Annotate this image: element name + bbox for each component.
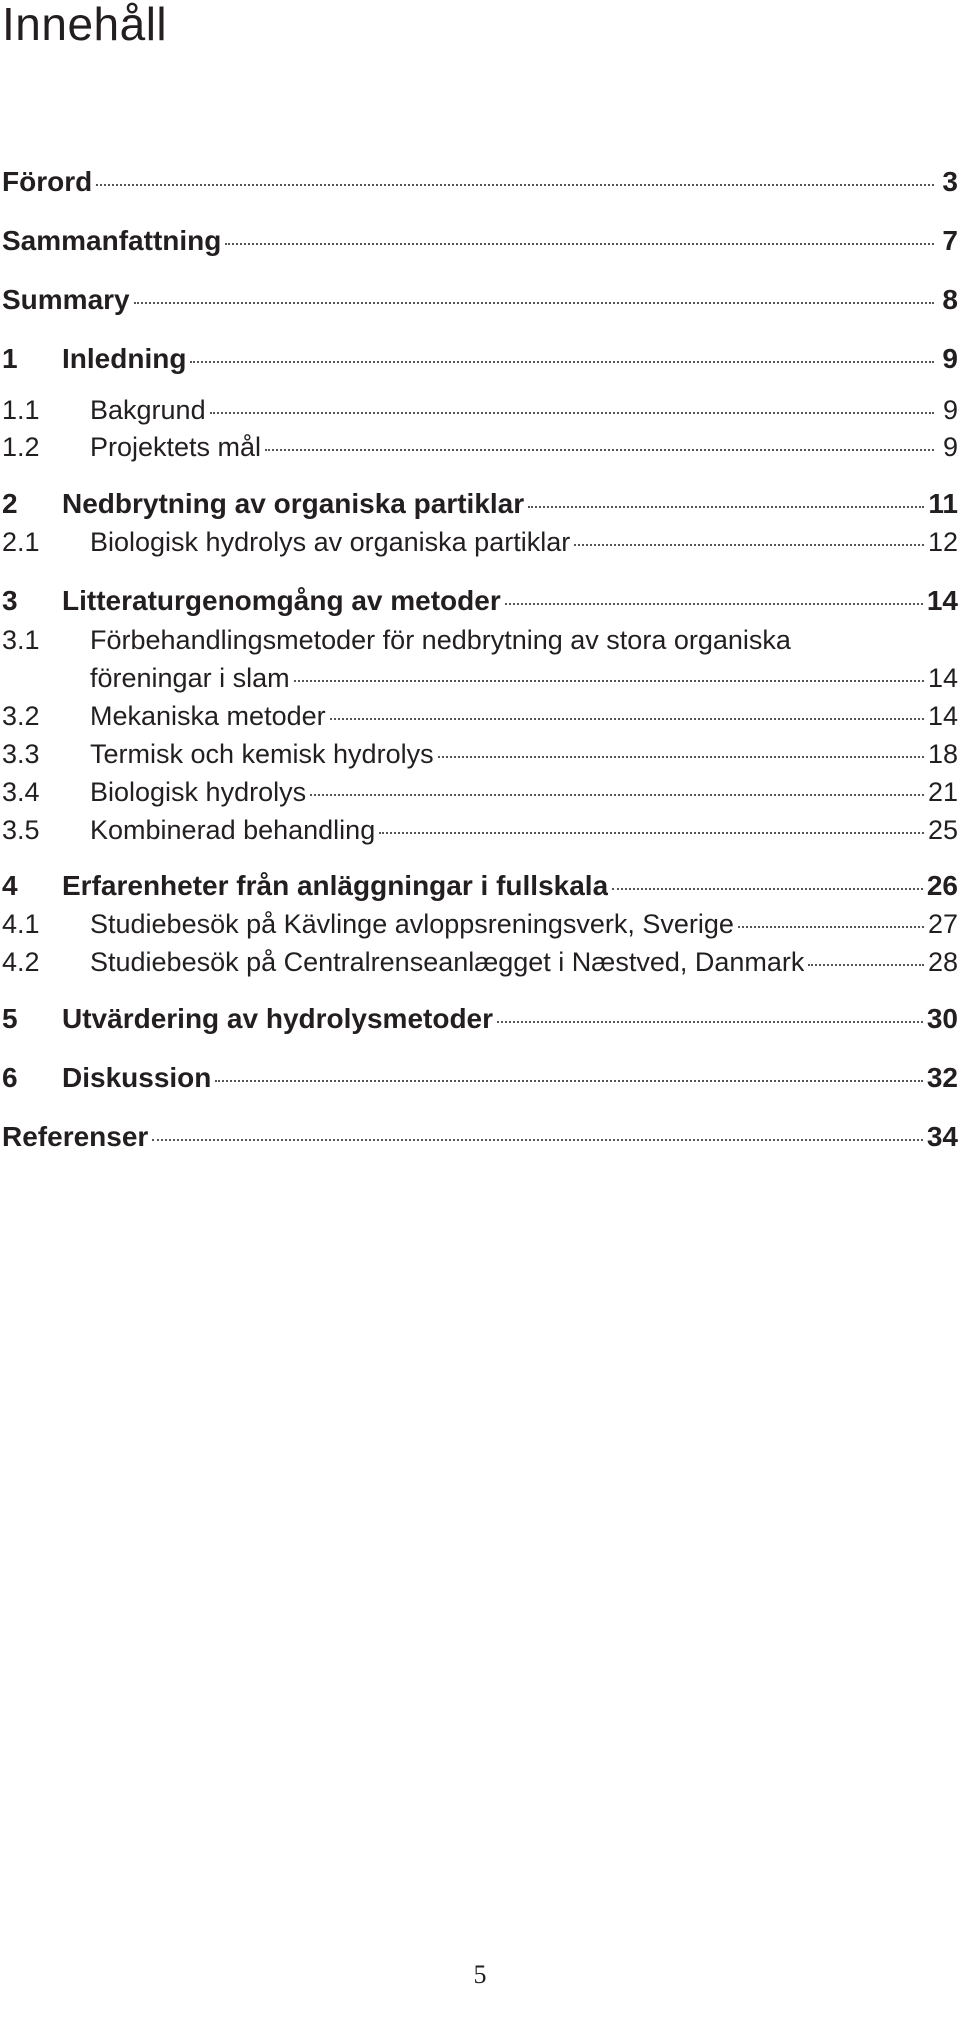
toc-entry-label: Förord	[2, 166, 93, 197]
toc-entry-label: Summary	[2, 284, 130, 315]
toc-entry-label: Biologisk hydrolys	[90, 777, 307, 807]
toc-entry-page: 9	[942, 395, 958, 425]
dot-leader	[310, 793, 924, 796]
toc-entry-3-1-continued[interactable]	[2, 658, 958, 698]
toc-entry-number: 2	[2, 488, 18, 519]
toc-entry-page: 3	[942, 166, 958, 197]
toc-entry-forord[interactable]	[2, 162, 958, 202]
toc-entry-number: 6	[2, 1062, 18, 1093]
toc-entry-page: 18	[927, 739, 958, 769]
toc-entry-label: Litteraturgenomgång av metoder	[62, 585, 501, 616]
toc-entry-5[interactable]	[2, 999, 958, 1039]
toc-entry-page: 27	[927, 909, 958, 939]
toc-entry-label: Studiebesök på Kävlinge avloppsreningsverk, Sverige	[90, 909, 734, 939]
dot-leader	[210, 411, 934, 414]
dot-leader	[134, 301, 934, 304]
dot-leader	[190, 360, 934, 363]
toc-entry-sammanfattning[interactable]	[2, 221, 958, 261]
toc-entry-page: 9	[942, 432, 958, 462]
toc-entry-number: 3	[2, 585, 18, 616]
toc-entry-number: 3.4	[2, 777, 40, 807]
toc-entry-number: 3.2	[2, 701, 40, 731]
dot-leader	[379, 831, 924, 834]
toc-entry-number: 2.1	[2, 527, 40, 557]
toc-entry-1-1[interactable]	[2, 390, 958, 430]
toc-entry-label: Referenser	[2, 1121, 149, 1152]
dot-leader	[528, 505, 924, 508]
dot-leader	[265, 448, 934, 451]
toc-entry-summary[interactable]	[2, 280, 958, 320]
toc-entry-page: 9	[942, 343, 958, 374]
toc-entry-page: 28	[927, 947, 958, 977]
toc-entry-label: Diskussion	[62, 1062, 212, 1093]
dot-leader	[497, 1020, 923, 1023]
toc-entry-number: 1.1	[2, 395, 40, 425]
toc-entry-label: Förbehandlingsmetoder för nedbrytning av stora organiska	[90, 625, 791, 655]
toc-entry-label: Inledning	[62, 343, 187, 374]
toc-entry-label: Nedbrytning av organiska partiklar	[62, 488, 525, 519]
toc-entry-label: Studiebesök på Centralrenseanlægget i Næstved, Danmark	[90, 947, 805, 977]
toc-entry-number: 3.3	[2, 739, 40, 769]
dot-leader	[225, 242, 934, 245]
toc-entry-page: 8	[942, 284, 958, 315]
toc-entry-label: Bakgrund	[90, 395, 206, 425]
toc-entry-label: föreningar i slam	[90, 663, 290, 693]
toc-entry-2[interactable]	[2, 484, 958, 524]
toc-entry-number: 4	[2, 870, 18, 901]
toc-entry-label: Projektets mål	[90, 432, 262, 462]
page-number: 5	[473, 1960, 487, 1989]
toc-entry-3-4[interactable]	[2, 772, 958, 812]
toc-entry-page: 34	[926, 1121, 958, 1152]
toc-entry-label: Mekaniska metoder	[90, 701, 326, 731]
toc-entry-page: 14	[926, 585, 958, 616]
toc-entry-label: Biologisk hydrolys av organiska partiklar	[90, 527, 571, 557]
dot-leader	[505, 602, 923, 605]
dot-leader	[438, 755, 924, 758]
toc-entry-label: Sammanfattning	[2, 225, 222, 256]
toc-entry-number: 3.1	[2, 625, 40, 655]
toc-entry-4-1[interactable]	[2, 904, 958, 944]
dot-leader	[96, 183, 934, 186]
toc-entry-page: 25	[927, 815, 958, 845]
dot-leader	[738, 925, 924, 928]
toc-entry-page: 14	[927, 701, 958, 731]
dot-leader	[294, 679, 924, 682]
toc-entry-3-5[interactable]	[2, 810, 958, 850]
dot-leader	[808, 963, 924, 966]
toc-entry-3-3[interactable]	[2, 734, 958, 774]
dot-leader	[152, 1138, 923, 1141]
toc-entry-page: 11	[928, 488, 958, 519]
toc-entry-3[interactable]	[2, 581, 958, 621]
toc-entry-page: 14	[927, 663, 958, 693]
toc-entry-3-1[interactable]	[2, 620, 958, 660]
toc-entry-page: 26	[926, 870, 958, 901]
toc-entry-number: 4.2	[2, 947, 40, 977]
toc-entry-4-2[interactable]	[2, 942, 958, 982]
dot-leader	[612, 887, 923, 890]
toc-entry-page: 32	[926, 1062, 958, 1093]
toc-entry-page: 21	[927, 777, 958, 807]
toc-entry-1[interactable]	[2, 339, 958, 379]
toc-entry-number: 1	[2, 343, 18, 374]
toc-entry-label: Kombinerad behandling	[90, 815, 376, 845]
toc-entry-label: Termisk och kemisk hydrolys	[90, 739, 434, 769]
toc-entry-4[interactable]	[2, 866, 958, 906]
toc-entry-number: 5	[2, 1003, 18, 1034]
toc-entry-6[interactable]	[2, 1058, 958, 1098]
toc-entry-referenser[interactable]	[2, 1117, 958, 1157]
toc-entry-page: 12	[927, 527, 958, 557]
toc-entry-number: 4.1	[2, 909, 40, 939]
toc-entry-page: 7	[942, 225, 958, 256]
dot-leader	[215, 1079, 922, 1082]
toc-entry-number: 1.2	[2, 432, 40, 462]
page-title: Innehåll	[2, 0, 168, 50]
toc-entry-label: Utvärdering av hydrolysmetoder	[62, 1003, 494, 1034]
dot-leader	[574, 543, 924, 546]
dot-leader	[330, 717, 924, 720]
toc-entry-3-2[interactable]	[2, 696, 958, 736]
toc-entry-page: 30	[926, 1003, 958, 1034]
toc-entry-1-2[interactable]	[2, 427, 958, 467]
toc-entry-2-1[interactable]	[2, 522, 958, 562]
toc-entry-number: 3.5	[2, 815, 40, 845]
toc-entry-label: Erfarenheter från anläggningar i fullskala	[62, 870, 609, 901]
